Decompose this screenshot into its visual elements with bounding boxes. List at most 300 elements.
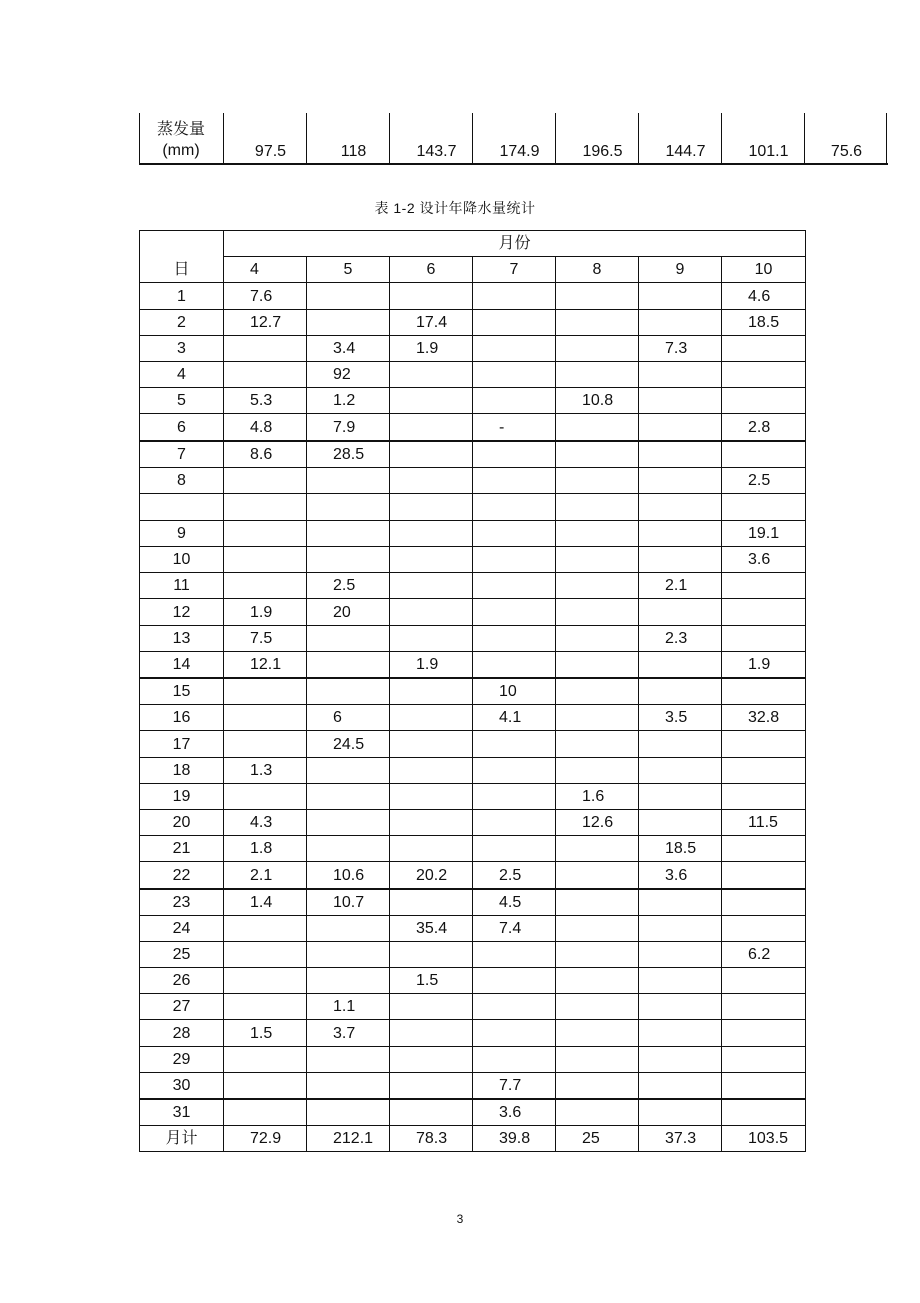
rain-value-cell <box>473 651 556 678</box>
table-row <box>140 309 806 335</box>
month-label: 6 <box>390 257 473 283</box>
table-row <box>140 783 806 809</box>
rain-value-cell: 92 <box>307 361 390 387</box>
table-row <box>140 809 806 835</box>
rain-value-cell: 1.9 <box>224 599 307 625</box>
rain-value-cell <box>224 705 307 731</box>
rain-value-cell <box>224 731 307 757</box>
rain-value-cell: 1.9 <box>722 651 806 678</box>
evaporation-value: 144.7 <box>665 143 706 160</box>
rain-value-cell <box>639 1020 722 1046</box>
table-caption: 表 1-2 设计年降水量统计 <box>374 200 536 216</box>
rain-value-cell <box>722 573 806 599</box>
day-cell: 17 <box>140 731 224 757</box>
rain-value-cell <box>473 783 556 809</box>
rain-value-cell <box>224 783 307 809</box>
day-cell: 24 <box>140 915 224 941</box>
day-cell: 16 <box>140 705 224 731</box>
month-label: 8 <box>556 257 639 283</box>
rain-value-cell <box>556 493 639 520</box>
rain-value-cell: 6.2 <box>722 941 806 967</box>
table-row <box>140 757 806 783</box>
rain-value-cell <box>556 1046 639 1072</box>
rain-value-cell <box>722 1072 806 1099</box>
rain-value-cell: 7.5 <box>224 625 307 651</box>
rain-value-cell: 2.5 <box>307 573 390 599</box>
rain-value-cell: 3.5 <box>639 705 722 731</box>
rain-value-cell <box>307 678 390 705</box>
rain-value-cell <box>639 547 722 573</box>
rain-value-cell: 1.9 <box>390 335 473 361</box>
rain-value-cell <box>556 625 639 651</box>
day-cell: 4 <box>140 361 224 387</box>
rain-value-cell <box>639 467 722 493</box>
total-label: 月计 <box>140 1126 224 1152</box>
rain-value-cell: 12.6 <box>556 809 639 835</box>
rain-value-cell <box>639 388 722 414</box>
rain-value-cell <box>473 731 556 757</box>
rain-value-cell <box>722 862 806 889</box>
evaporation-value: 174.9 <box>499 143 540 160</box>
rain-value-cell <box>307 493 390 520</box>
rain-value-cell <box>390 889 473 916</box>
rain-value-cell <box>722 889 806 916</box>
rain-value-cell <box>224 994 307 1020</box>
table-row <box>140 651 806 678</box>
table-row <box>140 1020 806 1046</box>
rain-value-cell <box>390 678 473 705</box>
rain-value-cell: 17.4 <box>390 309 473 335</box>
rain-value-cell <box>556 968 639 994</box>
rain-value-cell: 20.2 <box>390 862 473 889</box>
table-row <box>140 547 806 573</box>
table-row <box>140 968 806 994</box>
rain-value-cell <box>722 599 806 625</box>
rain-value-cell <box>722 1020 806 1046</box>
rain-value-cell: 2.5 <box>473 862 556 889</box>
rain-value-cell <box>307 757 390 783</box>
rain-value-cell: 24.5 <box>307 731 390 757</box>
total-value-cell: 103.5 <box>722 1126 806 1152</box>
rain-value-cell <box>390 836 473 862</box>
evaporation-value: 101.1 <box>748 143 789 160</box>
table-row <box>140 599 806 625</box>
table-row <box>140 1046 806 1072</box>
total-value-cell: 25 <box>556 1126 639 1152</box>
rain-value-cell <box>556 599 639 625</box>
rain-value-cell <box>639 783 722 809</box>
rain-value-cell <box>556 651 639 678</box>
table-row <box>140 335 806 361</box>
rain-value-cell <box>639 731 722 757</box>
rain-value-cell: - <box>473 414 556 441</box>
rain-value-cell <box>390 414 473 441</box>
total-row <box>140 1126 806 1152</box>
day-cell: 27 <box>140 994 224 1020</box>
rain-value-cell <box>224 1072 307 1099</box>
rain-value-cell <box>639 678 722 705</box>
evaporation-row <box>139 113 888 165</box>
rain-value-cell <box>639 994 722 1020</box>
rain-value-cell <box>556 731 639 757</box>
rain-value-cell: 4.5 <box>473 889 556 916</box>
rain-value-cell <box>224 941 307 967</box>
rain-value-cell: 6 <box>307 705 390 731</box>
rain-value-cell <box>473 1046 556 1072</box>
rain-value-cell <box>307 467 390 493</box>
rain-value-cell <box>722 335 806 361</box>
day-cell: 6 <box>140 414 224 441</box>
rain-value-cell <box>639 889 722 916</box>
rain-value-cell: 2.1 <box>224 862 307 889</box>
rain-value-cell: 1.5 <box>224 1020 307 1046</box>
rain-value-cell <box>224 573 307 599</box>
rain-value-cell: 18.5 <box>722 309 806 335</box>
day-header: 日 <box>140 257 224 283</box>
rain-value-cell <box>556 994 639 1020</box>
rain-value-cell: 1.5 <box>390 968 473 994</box>
rain-value-cell <box>390 757 473 783</box>
rain-value-cell <box>639 968 722 994</box>
rain-value-cell <box>639 361 722 387</box>
rain-value-cell <box>224 915 307 941</box>
rain-value-cell <box>722 731 806 757</box>
rain-value-cell <box>307 968 390 994</box>
rain-value-cell <box>307 625 390 651</box>
rain-value-cell <box>722 757 806 783</box>
rain-value-cell <box>639 915 722 941</box>
evaporation-value: 97.5 <box>254 143 287 160</box>
header-row <box>140 231 806 257</box>
rain-value-cell <box>390 1072 473 1099</box>
table-row <box>140 625 806 651</box>
rain-value-cell <box>473 757 556 783</box>
rain-value-cell <box>473 493 556 520</box>
rain-value-cell <box>556 941 639 967</box>
rain-value-cell <box>390 809 473 835</box>
rain-value-cell: 12.7 <box>224 309 307 335</box>
rain-value-cell <box>639 520 722 546</box>
rain-value-cell: 2.3 <box>639 625 722 651</box>
rain-value-cell <box>473 361 556 387</box>
rain-value-cell <box>556 889 639 916</box>
rain-value-cell <box>556 361 639 387</box>
rain-value-cell <box>390 731 473 757</box>
rain-value-cell: 10.8 <box>556 388 639 414</box>
day-cell: 8 <box>140 467 224 493</box>
rain-value-cell <box>556 573 639 599</box>
rain-value-cell <box>473 573 556 599</box>
rain-value-cell: 1.3 <box>224 757 307 783</box>
rain-value-cell <box>390 1020 473 1046</box>
rain-value-cell <box>473 283 556 309</box>
day-cell: 12 <box>140 599 224 625</box>
rain-value-cell: 11.5 <box>722 809 806 835</box>
table-row <box>140 678 806 705</box>
rain-value-cell <box>639 599 722 625</box>
rain-value-cell <box>556 915 639 941</box>
table-row <box>140 731 806 757</box>
table-row <box>140 414 806 441</box>
day-cell: 5 <box>140 388 224 414</box>
total-value-cell: 39.8 <box>473 1126 556 1152</box>
day-cell: 2 <box>140 309 224 335</box>
rain-value-cell <box>390 283 473 309</box>
table-row <box>140 441 806 468</box>
rain-value-cell <box>473 309 556 335</box>
rain-value-cell <box>473 836 556 862</box>
day-cell: 13 <box>140 625 224 651</box>
rain-value-cell <box>390 625 473 651</box>
precipitation-table <box>139 230 806 1152</box>
rain-value-cell <box>556 520 639 546</box>
rain-value-cell <box>556 705 639 731</box>
rain-value-cell <box>639 757 722 783</box>
rain-value-cell <box>390 1099 473 1126</box>
rain-value-cell: 1.2 <box>307 388 390 414</box>
rain-value-cell <box>639 1046 722 1072</box>
rain-value-cell <box>473 994 556 1020</box>
rain-value-cell <box>307 915 390 941</box>
rain-value-cell <box>639 1099 722 1126</box>
table-row <box>140 705 806 731</box>
total-value-cell: 212.1 <box>307 1126 390 1152</box>
month-label: 7 <box>473 257 556 283</box>
rain-value-cell <box>556 1072 639 1099</box>
total-value-cell: 37.3 <box>639 1126 722 1152</box>
rain-value-cell <box>473 388 556 414</box>
rain-value-cell <box>722 783 806 809</box>
rain-value-cell: 1.1 <box>307 994 390 1020</box>
rain-value-cell <box>390 467 473 493</box>
rain-value-cell: 3.6 <box>473 1099 556 1126</box>
rain-value-cell <box>556 1020 639 1046</box>
rain-value-cell: 1.4 <box>224 889 307 916</box>
rain-value-cell <box>307 547 390 573</box>
rain-value-cell <box>307 309 390 335</box>
day-cell: 15 <box>140 678 224 705</box>
rain-value-cell <box>473 1020 556 1046</box>
rain-value-cell: 7.7 <box>473 1072 556 1099</box>
day-cell: 25 <box>140 941 224 967</box>
rain-value-cell: 19.1 <box>722 520 806 546</box>
rain-value-cell <box>722 915 806 941</box>
rain-value-cell <box>307 1072 390 1099</box>
rain-value-cell <box>390 388 473 414</box>
rain-value-cell <box>722 968 806 994</box>
rain-value-cell <box>639 493 722 520</box>
rain-value-cell <box>224 1099 307 1126</box>
day-cell: 20 <box>140 809 224 835</box>
rain-value-cell <box>556 678 639 705</box>
rain-value-cell: 4.3 <box>224 809 307 835</box>
rain-value-cell <box>224 547 307 573</box>
rain-value-cell <box>390 1046 473 1072</box>
day-cell: 29 <box>140 1046 224 1072</box>
evaporation-label: 蒸发量 <box>156 121 205 138</box>
rain-value-cell: 2.8 <box>722 414 806 441</box>
rain-value-cell: 5.3 <box>224 388 307 414</box>
rain-value-cell <box>722 678 806 705</box>
month-label: 4 <box>224 257 307 283</box>
rain-value-cell: 8.6 <box>224 441 307 468</box>
table-row <box>140 1072 806 1099</box>
rain-value-cell <box>722 994 806 1020</box>
rain-value-cell: 10.7 <box>307 889 390 916</box>
rain-value-cell <box>473 547 556 573</box>
rain-value-cell <box>639 941 722 967</box>
rain-value-cell <box>722 493 806 520</box>
total-value-cell: 78.3 <box>390 1126 473 1152</box>
rain-value-cell <box>473 441 556 468</box>
rain-value-cell <box>473 520 556 546</box>
rain-value-cell <box>307 651 390 678</box>
rain-value-cell <box>556 335 639 361</box>
rain-value-cell <box>639 651 722 678</box>
day-cell: 9 <box>140 520 224 546</box>
rain-value-cell <box>473 968 556 994</box>
rain-value-cell: 1.6 <box>556 783 639 809</box>
rain-value-cell <box>722 441 806 468</box>
rain-value-cell: 10.6 <box>307 862 390 889</box>
rain-value-cell: 4.8 <box>224 414 307 441</box>
total-value-cell: 72.9 <box>224 1126 307 1152</box>
rain-value-cell <box>639 414 722 441</box>
day-cell: 19 <box>140 783 224 809</box>
rain-value-cell: 18.5 <box>639 836 722 862</box>
month-header: 月份 <box>224 231 806 257</box>
table-row <box>140 915 806 941</box>
rain-value-cell <box>224 1046 307 1072</box>
table-row <box>140 388 806 414</box>
table-row <box>140 493 806 520</box>
rain-value-cell <box>390 361 473 387</box>
rain-value-cell <box>390 441 473 468</box>
rain-value-cell <box>556 414 639 441</box>
rain-value-cell <box>639 283 722 309</box>
rain-value-cell <box>307 836 390 862</box>
rain-value-cell <box>556 757 639 783</box>
rain-value-cell: 1.9 <box>390 651 473 678</box>
evaporation-unit: (mm) <box>162 142 200 159</box>
rain-value-cell <box>390 994 473 1020</box>
rain-value-cell <box>390 493 473 520</box>
rain-value-cell <box>722 625 806 651</box>
day-cell: 1 <box>140 283 224 309</box>
rain-value-cell <box>556 441 639 468</box>
table-border <box>223 113 224 164</box>
rain-value-cell <box>556 547 639 573</box>
rain-value-cell <box>390 520 473 546</box>
day-cell: 11 <box>140 573 224 599</box>
rain-value-cell <box>390 547 473 573</box>
rain-value-cell <box>473 941 556 967</box>
day-cell: 31 <box>140 1099 224 1126</box>
rain-value-cell: 3.4 <box>307 335 390 361</box>
day-cell: 10 <box>140 547 224 573</box>
rain-value-cell <box>556 309 639 335</box>
rain-value-cell: 3.6 <box>722 547 806 573</box>
table-row <box>140 520 806 546</box>
rain-value-cell <box>224 467 307 493</box>
day-cell: 22 <box>140 862 224 889</box>
rain-value-cell <box>473 335 556 361</box>
rain-value-cell <box>307 809 390 835</box>
rain-value-cell: 4.1 <box>473 705 556 731</box>
rain-value-cell <box>390 705 473 731</box>
rain-value-cell: 20 <box>307 599 390 625</box>
rain-value-cell <box>224 520 307 546</box>
rain-value-cell <box>390 941 473 967</box>
rain-value-cell <box>390 783 473 809</box>
day-cell: 30 <box>140 1072 224 1099</box>
day-cell: 26 <box>140 968 224 994</box>
rain-value-cell <box>473 467 556 493</box>
evaporation-value: 75.6 <box>830 143 863 160</box>
rain-value-cell <box>722 836 806 862</box>
day-cell: 3 <box>140 335 224 361</box>
rain-value-cell <box>722 361 806 387</box>
rain-value-cell <box>639 309 722 335</box>
month-label: 9 <box>639 257 722 283</box>
rain-value-cell <box>390 599 473 625</box>
day-cell <box>140 493 224 520</box>
rain-value-cell: 35.4 <box>390 915 473 941</box>
rain-value-cell: 10 <box>473 678 556 705</box>
rain-value-cell: 3.6 <box>639 862 722 889</box>
rain-value-cell: 7.9 <box>307 414 390 441</box>
day-cell: 18 <box>140 757 224 783</box>
rain-value-cell: 12.1 <box>224 651 307 678</box>
table-row <box>140 941 806 967</box>
rain-value-cell <box>307 1046 390 1072</box>
rain-value-cell <box>224 678 307 705</box>
rain-value-cell <box>224 968 307 994</box>
rain-value-cell <box>556 836 639 862</box>
rain-value-cell <box>307 520 390 546</box>
rain-value-cell: 32.8 <box>722 705 806 731</box>
table-row <box>140 573 806 599</box>
day-cell: 23 <box>140 889 224 916</box>
table-row <box>140 862 806 889</box>
rain-value-cell <box>390 573 473 599</box>
day-cell: 21 <box>140 836 224 862</box>
evaporation-value: 196.5 <box>582 143 623 160</box>
month-label: 10 <box>722 257 806 283</box>
day-cell: 28 <box>140 1020 224 1046</box>
rain-value-cell <box>556 467 639 493</box>
rain-value-cell <box>556 862 639 889</box>
table-row <box>140 889 806 916</box>
rain-value-cell <box>307 283 390 309</box>
rain-value-cell: 7.4 <box>473 915 556 941</box>
rain-value-cell <box>639 441 722 468</box>
rain-value-cell <box>307 1099 390 1126</box>
rain-value-cell: 1.8 <box>224 836 307 862</box>
table-row <box>140 836 806 862</box>
rain-value-cell: 2.5 <box>722 467 806 493</box>
evaporation-value: 118 <box>340 143 367 160</box>
rain-value-cell: 7.3 <box>639 335 722 361</box>
rain-value-cell: 28.5 <box>307 441 390 468</box>
rain-value-cell: 2.1 <box>639 573 722 599</box>
rain-value-cell <box>307 941 390 967</box>
rain-value-cell <box>224 361 307 387</box>
table-row <box>140 283 806 309</box>
rain-value-cell <box>639 1072 722 1099</box>
day-cell: 7 <box>140 441 224 468</box>
rain-value-cell <box>722 1046 806 1072</box>
